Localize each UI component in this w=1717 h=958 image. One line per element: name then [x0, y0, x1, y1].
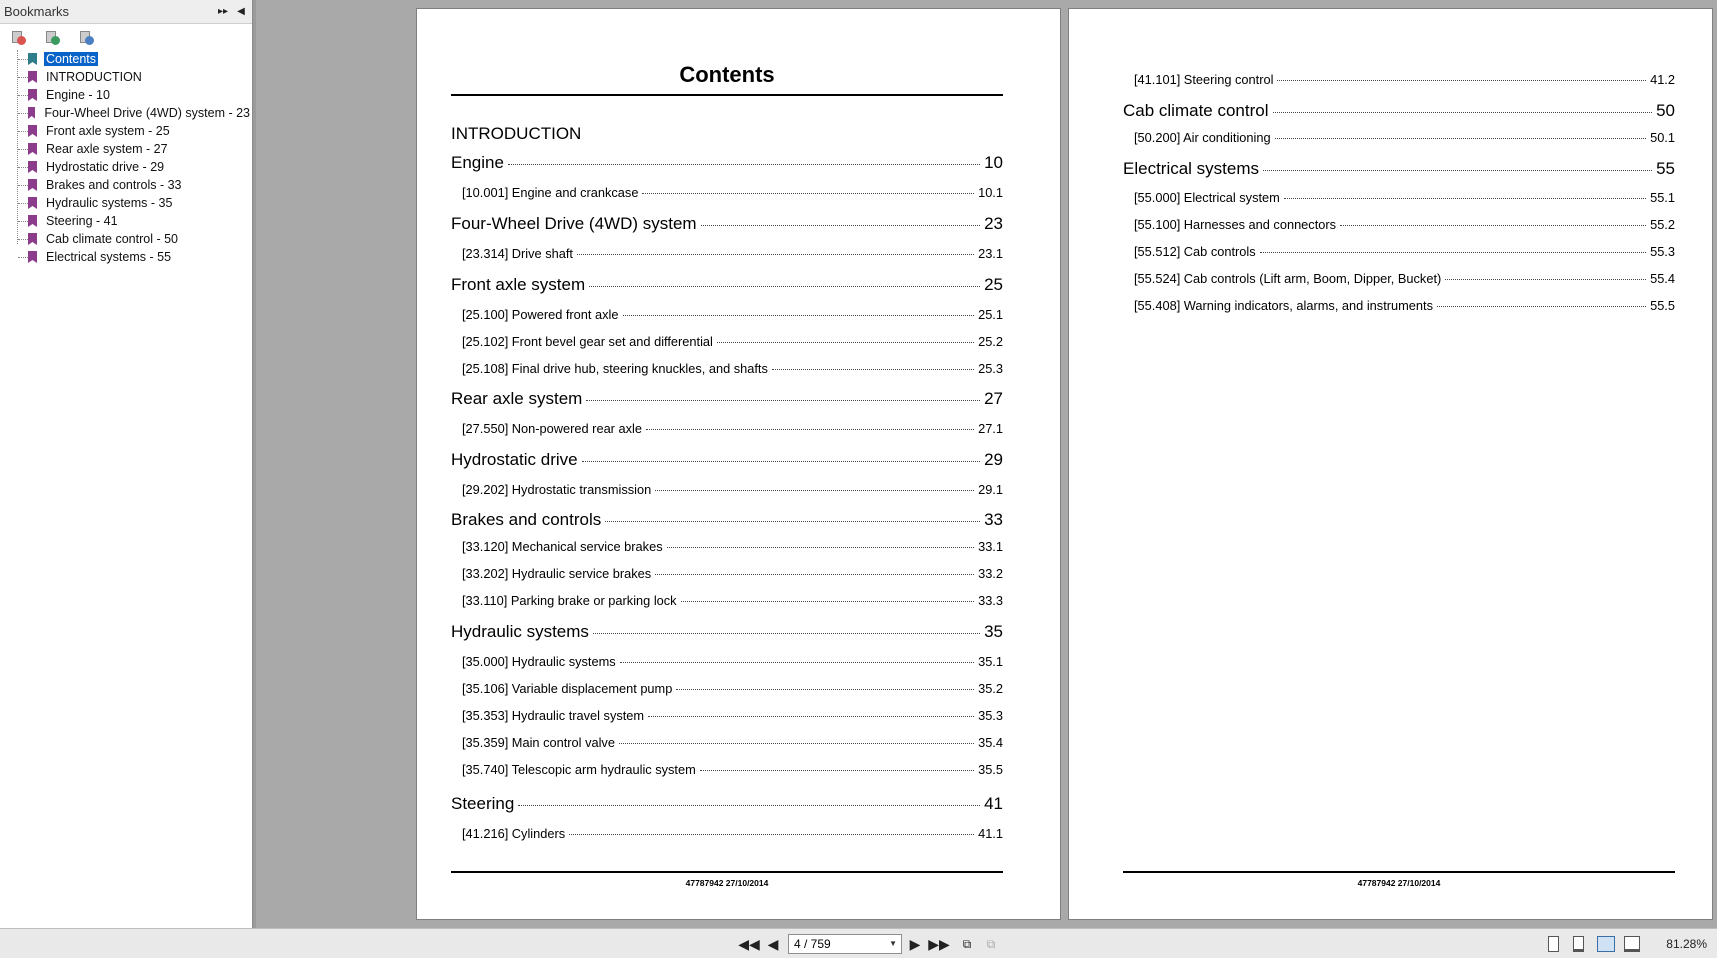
toc-entry-label: Hydrostatic drive	[451, 450, 578, 469]
bookmarks-header	[0, 0, 252, 24]
dot-leader	[586, 400, 980, 401]
toc-chapter[interactable]	[451, 622, 1003, 642]
single-page-view-icon[interactable]	[1548, 936, 1559, 952]
toc-chapter[interactable]	[451, 794, 1003, 814]
continuous-view-icon[interactable]	[1573, 936, 1584, 952]
toc-entry-label: [33.202] Hydraulic service brakes	[462, 566, 652, 581]
bookmark-label: Brakes and controls - 33	[46, 178, 182, 192]
bookmark-label: Steering - 41	[46, 214, 118, 228]
bookmark-item[interactable]	[12, 158, 252, 176]
toc-entry-label: [25.100] Powered front axle	[462, 307, 619, 322]
footer-rule	[1123, 871, 1675, 873]
toc-section[interactable]	[462, 566, 1003, 581]
dot-leader	[593, 633, 980, 634]
toc-section[interactable]	[1134, 244, 1675, 259]
toc-section[interactable]	[462, 482, 1003, 497]
navigation-toolbar	[0, 928, 1717, 958]
toc-page-number: 29	[984, 450, 1003, 469]
bookmark-item[interactable]	[12, 176, 252, 194]
toc-page-number: 23.1	[978, 246, 1003, 261]
toc-page-number: 27	[984, 389, 1003, 408]
dot-leader	[642, 193, 974, 194]
toc-entry-label: [50.200] Air conditioning	[1134, 130, 1271, 145]
bookmark-icon	[28, 125, 37, 137]
toc-section[interactable]	[462, 593, 1003, 608]
toc-section[interactable]	[462, 735, 1003, 750]
toc-page-number: 25.1	[978, 307, 1003, 322]
toc-entry-label: [35.740] Telescopic arm hydraulic system	[462, 762, 696, 777]
toc-section[interactable]	[462, 762, 1003, 777]
next-page-icon[interactable]: ▶	[909, 935, 921, 952]
toc-chapter[interactable]	[451, 510, 1003, 530]
toc-page-number: 27.1	[978, 421, 1003, 436]
bookmark-label: Contents	[46, 52, 97, 66]
toc-chapter[interactable]	[451, 275, 1003, 295]
toc-section[interactable]	[462, 654, 1003, 669]
toc-chapter[interactable]	[451, 389, 1003, 409]
toc-page-number: 33	[984, 510, 1003, 529]
previous-view-icon[interactable]: ⧉	[962, 936, 972, 951]
toc-entry-label: [41.216] Cylinders	[462, 826, 566, 841]
toc-section[interactable]	[1134, 130, 1675, 145]
toc-page-number: 55.2	[1650, 217, 1675, 232]
toc-section[interactable]	[462, 185, 1003, 200]
bookmark-label: INTRODUCTION	[46, 70, 142, 84]
footer-rule	[451, 871, 1003, 873]
toc-page-number: 25	[984, 275, 1003, 294]
toc-entry-label: [10.001] Engine and crankcase	[462, 185, 639, 200]
toc-section[interactable]	[462, 539, 1003, 554]
toc-entry-label: Rear axle system	[451, 389, 583, 408]
dot-leader	[655, 574, 974, 575]
toc-entry-label: [33.110] Parking brake or parking lock	[462, 593, 677, 608]
dot-leader	[646, 429, 974, 430]
page-title: Contents	[679, 62, 775, 87]
toc-section[interactable]	[462, 334, 1003, 349]
toc-page-number: 35.1	[978, 654, 1003, 669]
dot-leader	[1263, 170, 1652, 171]
bookmarks-panel	[0, 0, 253, 928]
panel-splitter[interactable]	[253, 0, 256, 928]
dot-leader	[1284, 198, 1646, 199]
toc-entry-label: [35.106] Variable displacement pump	[462, 681, 673, 696]
toc-entry-label: Electrical systems	[1123, 159, 1260, 178]
bookmark-item[interactable]	[12, 140, 252, 158]
toc-page-number: 41	[984, 794, 1003, 813]
bookmark-icon	[28, 107, 35, 119]
toc-entry-label: [33.120] Mechanical service brakes	[462, 539, 663, 554]
toc-section[interactable]	[462, 361, 1003, 376]
toc-page-number: 55	[1656, 159, 1675, 178]
toc-entry-label: [25.108] Final drive hub, steering knuckles, and shafts	[462, 361, 768, 376]
triangle-left-icon[interactable]: ◀	[237, 6, 245, 17]
double-chevron-right-icon[interactable]: ▸▸	[217, 6, 229, 17]
toc-entry-label: Four-Wheel Drive (4WD) system	[451, 214, 697, 233]
dot-leader	[701, 225, 980, 226]
title-rule	[451, 94, 1003, 96]
toc-page-number: 55.3	[1650, 244, 1675, 259]
toc-page-number: 35.3	[978, 708, 1003, 723]
toc-chapter[interactable]	[1123, 159, 1675, 179]
toc-page-number: 55.4	[1650, 271, 1675, 286]
dot-leader	[772, 369, 974, 370]
dot-leader	[681, 601, 974, 602]
bookmark-tree	[0, 50, 252, 266]
toc-page-number: 10.1	[978, 185, 1003, 200]
last-page-icon[interactable]: ▶▶	[928, 935, 950, 952]
bookmark-item[interactable]	[12, 230, 252, 248]
page-indicator: 4 / 759	[794, 937, 831, 951]
facing-view-icon[interactable]	[1597, 936, 1615, 952]
bookmark-icon	[28, 71, 37, 83]
chevron-down-icon[interactable]: ▼	[889, 939, 897, 948]
bookmark-icon	[28, 161, 37, 173]
toc-entry-label: [41.101] Steering control	[1134, 72, 1274, 87]
bookmark-icon	[28, 251, 37, 263]
dot-leader	[1445, 279, 1646, 280]
dot-leader	[667, 547, 974, 548]
toc-page-number: 33.1	[978, 539, 1003, 554]
toc-section[interactable]	[1134, 190, 1675, 205]
bookmark-label: Four-Wheel Drive (4WD) system - 23	[44, 106, 250, 120]
next-view-icon[interactable]: ⧉	[986, 936, 996, 951]
toc-entry-label: Steering	[451, 794, 515, 813]
dot-leader	[623, 315, 975, 316]
toc-page-number: 33.2	[978, 566, 1003, 581]
bookmark-item[interactable]	[12, 194, 252, 212]
page-footer: 47787942 27/10/2014	[1357, 878, 1441, 888]
bookmark-item[interactable]	[12, 104, 252, 122]
toc-page-number: 25.3	[978, 361, 1003, 376]
toc-page-number: 35	[984, 622, 1003, 641]
add-bookmark-icon[interactable]	[44, 29, 60, 45]
toc-section[interactable]	[462, 708, 1003, 723]
dot-leader	[605, 521, 980, 522]
toc-entry-label: Brakes and controls	[451, 510, 602, 529]
bookmark-label: Rear axle system - 27	[46, 142, 168, 156]
toc-page-number: 25.2	[978, 334, 1003, 349]
bookmark-item[interactable]	[12, 122, 252, 140]
toc-page-number: 33.3	[978, 593, 1003, 608]
toc-section[interactable]	[462, 681, 1003, 696]
first-page-icon[interactable]: ◀◀	[738, 935, 760, 952]
toc-entry-label: Engine	[451, 153, 504, 172]
toc-entry-label: [55.100] Harnesses and connectors	[1134, 217, 1337, 232]
toc-page-number: 50.1	[1650, 130, 1675, 145]
dot-leader	[648, 716, 974, 717]
bookmark-label: Hydraulic systems - 35	[46, 196, 173, 210]
bookmark-item[interactable]	[12, 248, 252, 266]
dot-leader	[1277, 80, 1646, 81]
toc-chapter[interactable]	[451, 450, 1003, 470]
bookmark-label: Cab climate control - 50	[46, 232, 179, 246]
toc-entry-label: [25.102] Front bevel gear set and differential	[462, 334, 713, 349]
bookmark-label: Engine - 10	[46, 88, 110, 102]
dot-leader	[1340, 225, 1646, 226]
toc-section[interactable]	[1134, 271, 1675, 286]
bookmark-item[interactable]	[12, 86, 252, 104]
page-number-input[interactable]	[788, 934, 902, 954]
page-footer: 47787942 27/10/2014	[685, 878, 769, 888]
continuous-facing-view-icon[interactable]	[1624, 936, 1640, 952]
bookmark-icon	[28, 197, 37, 209]
toc-entry-label: [29.202] Hydrostatic transmission	[462, 482, 652, 497]
toc-section[interactable]	[1134, 298, 1675, 313]
toc-page-number: 35.2	[978, 681, 1003, 696]
toc-entry-label: [35.359] Main control valve	[462, 735, 615, 750]
bookmark-icon	[28, 89, 37, 101]
toc-page-number: 55.5	[1650, 298, 1675, 313]
dot-leader	[655, 490, 974, 491]
toc-section[interactable]	[462, 246, 1003, 261]
bookmark-label: Hydrostatic drive - 29	[46, 160, 165, 174]
dot-leader	[700, 770, 974, 771]
toc-entry-label: Cab climate control	[1123, 101, 1269, 120]
dot-leader	[619, 743, 974, 744]
bookmark-item[interactable]	[12, 212, 252, 230]
toc-entry-label: [55.000] Electrical system	[1134, 190, 1280, 205]
toc-page-number: 23	[984, 214, 1003, 233]
dot-leader	[1273, 112, 1653, 113]
dot-leader	[589, 286, 980, 287]
toc-section[interactable]	[462, 421, 1003, 436]
bookmark-label: Electrical systems - 55	[46, 250, 172, 264]
toc-entry-label: [55.512] Cab controls	[1134, 244, 1256, 259]
toc-section[interactable]	[462, 826, 1003, 841]
dot-leader	[676, 689, 974, 690]
toc-entry-label: Hydraulic systems	[451, 622, 589, 641]
bookmark-properties-icon[interactable]	[78, 29, 94, 45]
toc-entry-label: [55.408] Warning indicators, alarms, and instruments	[1134, 298, 1433, 313]
toc-entry-label: [35.000] Hydraulic systems	[462, 654, 616, 669]
bookmark-item[interactable]	[12, 50, 252, 68]
toc-section[interactable]	[1134, 72, 1675, 87]
pdf-page-right	[1068, 8, 1713, 920]
bookmark-icon	[28, 53, 37, 65]
bookmark-icon	[28, 215, 37, 227]
toc-chapter[interactable]	[1123, 101, 1675, 121]
toc-entry-label: [35.353] Hydraulic travel system	[462, 708, 645, 723]
toc-entry-label: Front axle system	[451, 275, 586, 294]
dot-leader	[1275, 138, 1646, 139]
bookmark-icon	[28, 233, 37, 245]
toc-page-number: 35.4	[978, 735, 1003, 750]
toc-entry-label: [55.524] Cab controls (Lift arm, Boom, Dipper, Bucket)	[1134, 271, 1442, 286]
bookmark-item[interactable]	[12, 68, 252, 86]
toc-page-number: 41.1	[978, 826, 1003, 841]
toc-page-number: 50	[1656, 101, 1675, 120]
dot-leader	[717, 342, 974, 343]
dot-leader	[577, 254, 974, 255]
toc-section[interactable]	[1134, 217, 1675, 232]
toc-page-number: 41.2	[1650, 72, 1675, 87]
bookmarks-title: Bookmarks	[4, 4, 70, 19]
toc-entry-label: [23.314] Drive shaft	[462, 246, 573, 261]
dot-leader	[620, 662, 974, 663]
bookmark-tools	[0, 24, 252, 50]
dot-leader	[1437, 306, 1646, 307]
bookmark-icon	[28, 143, 37, 155]
toc-page-number: 35.5	[978, 762, 1003, 777]
toc-intro[interactable]: INTRODUCTION	[451, 124, 582, 143]
delete-bookmark-icon[interactable]	[10, 29, 26, 45]
previous-page-icon[interactable]: ◀	[767, 935, 779, 952]
bookmark-label: Front axle system - 25	[46, 124, 170, 138]
dot-leader	[508, 164, 980, 165]
dot-leader	[582, 461, 980, 462]
dot-leader	[518, 805, 980, 806]
toc-chapter[interactable]	[451, 153, 1003, 173]
zoom-level[interactable]: 81.28%	[1666, 937, 1707, 951]
pdf-page-left	[416, 8, 1061, 920]
toc-chapter[interactable]	[451, 214, 1003, 234]
toc-entry-label: [27.550] Non-powered rear axle	[462, 421, 642, 436]
toc-page-number: 55.1	[1650, 190, 1675, 205]
toc-page-number: 10	[984, 153, 1003, 172]
dot-leader	[569, 834, 974, 835]
toc-section[interactable]	[462, 307, 1003, 322]
bookmark-icon	[28, 179, 37, 191]
dot-leader	[1260, 252, 1646, 253]
toc-page-number: 29.1	[978, 482, 1003, 497]
